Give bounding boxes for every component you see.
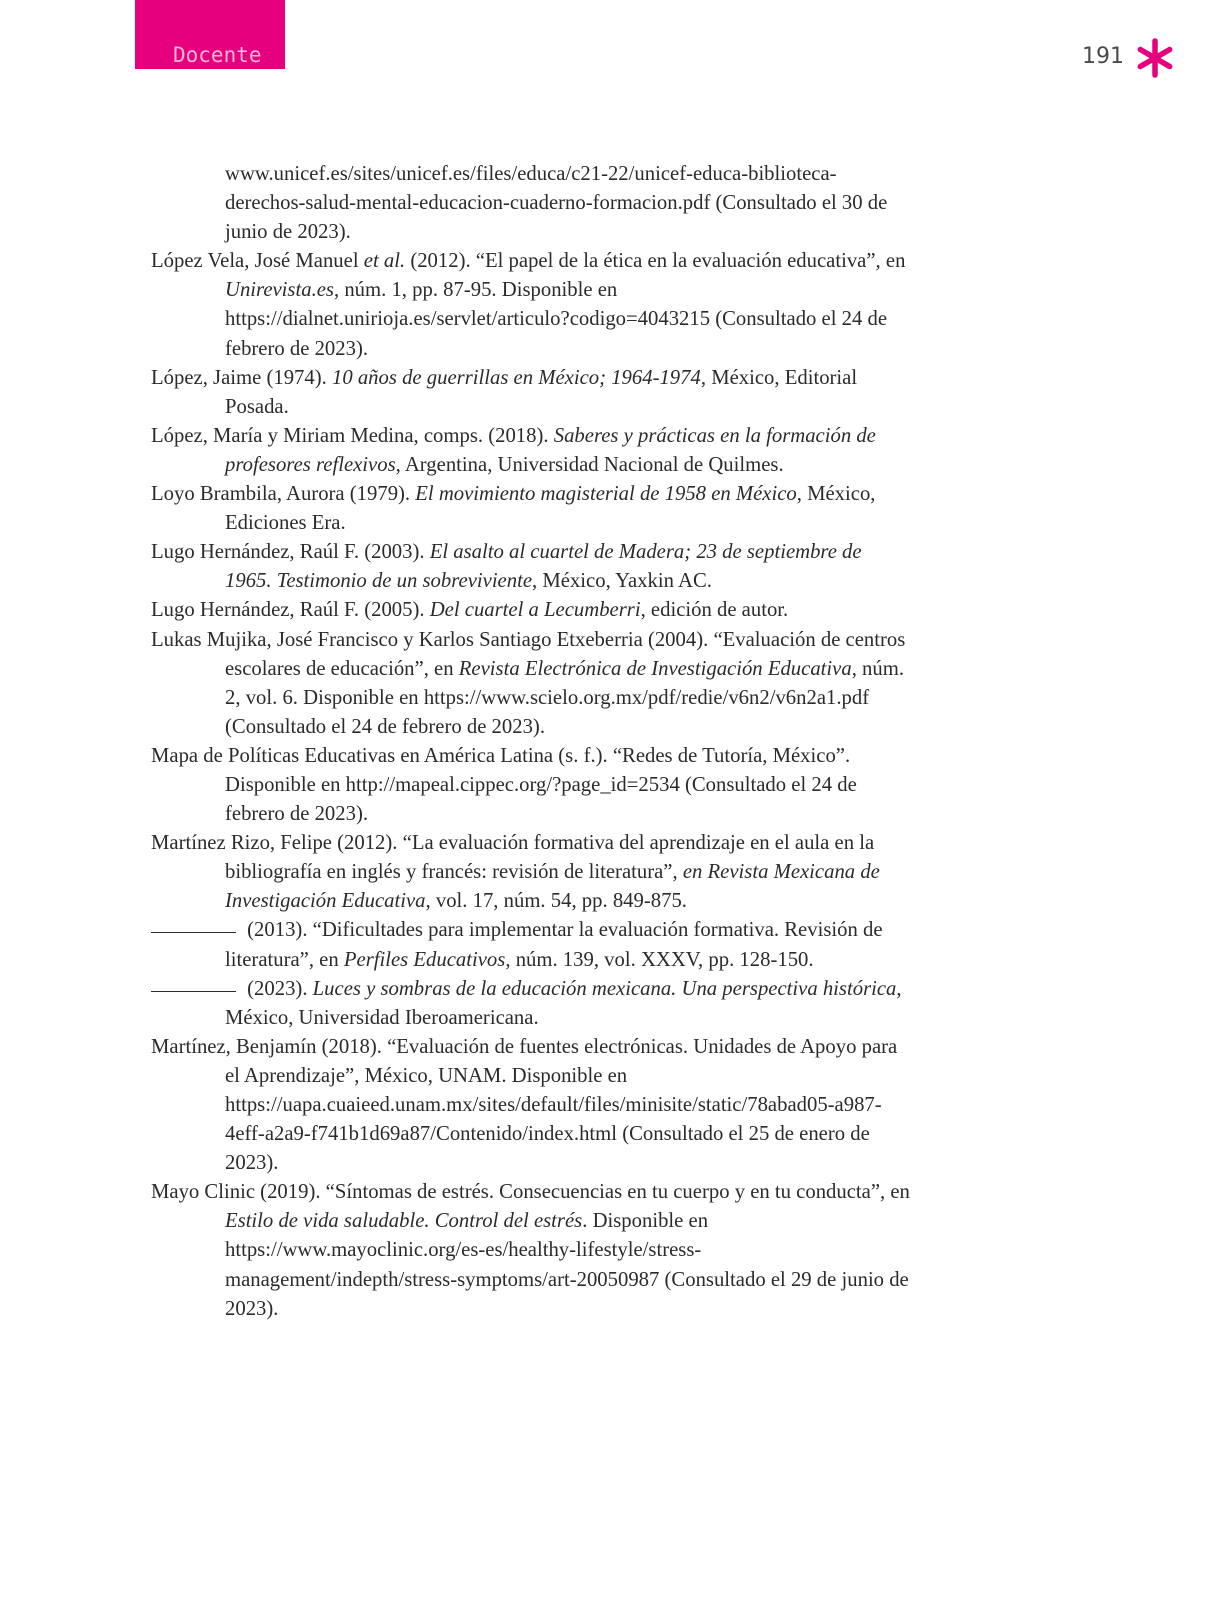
reference-title: Luces y sombras de la educación mexicana. Una perspectiva histórica [312, 977, 897, 1000]
reference-title: Saberes y prácticas en la formación de profesores reflexivos [225, 424, 876, 476]
reference-entry [151, 160, 911, 247]
bibliography-list [151, 160, 911, 1324]
reference-text: , núm. 2, vol. 6. Disponible en https://www.scielo.org.mx/pdf/redie/v6n2/v6n2a1.pdf (Consultado el 24 de febrero de 2023). [225, 657, 904, 738]
reference-entry [151, 480, 911, 538]
reference-entry [151, 247, 911, 363]
reference-title: Unirevista.es [225, 279, 334, 302]
reference-title: Del cuartel a Lecumberri [429, 599, 641, 622]
reference-text: Martínez Rizo, Felipe (2012). “La evaluación formativa del aprendizaje en el aula en la bibliografía en inglés y francés: revisión de literatura”, [151, 832, 875, 884]
reference-text: Mayo Clinic (2019). “Síntomas de estrés. Consecuencias en tu cuerpo y en tu conducta”, en [151, 1181, 910, 1204]
reference-title: Estilo de vida saludable. Control del estrés [225, 1210, 583, 1233]
reference-text: , núm. 139, vol. XXXV, pp. 128-150. [505, 948, 814, 971]
reference-text: Mapa de Políticas Educativas en América Latina (s. f.). “Redes de Tutoría, México”. Disponible en http://mapeal.cippec.org/?page_id=2534 (Consultado el 24 de febrero de 2023). [151, 744, 857, 826]
reference-text: (2023). [242, 977, 313, 1000]
reference-text: www.unicef.es/sites/unicef.es/files/educa/c21-22/unicef-educa-biblioteca-derechos-salud-mental-educacion-cuaderno-formacion.pdf (Consultado el 30 de junio de 2023). [225, 163, 888, 244]
reference-text: , México, Yaxkin AC. [532, 570, 712, 593]
reference-title: Perfiles Educativos [343, 948, 506, 971]
reference-text: , Argentina, Universidad Nacional de Quilmes. [395, 453, 784, 476]
reference-entry [151, 829, 911, 916]
reference-title: et al. [363, 250, 406, 273]
reference-text: , vol. 17, núm. 54, pp. 849-875. [425, 890, 687, 913]
reference-text: , edición de autor. [640, 599, 789, 622]
reference-title: El movimiento magisterial de 1958 en México [415, 483, 797, 506]
reference-text: . Disponible en https://www.mayoclinic.org/es-es/healthy-lifestyle/stress-management/indepth/stress-symptoms/art-20050987 (Consultado el 29 de junio de 2023). [225, 1210, 909, 1320]
reference-text: Lugo Hernández, Raúl F. (2003). [151, 541, 430, 564]
reference-text: (2013). “Dificultades para implementar la evaluación formativa. Revisión de literatura”, en [225, 919, 883, 971]
reference-text: López, Jaime (1974). [151, 366, 332, 389]
reference-text: Martínez, Benjamín (2018). “Evaluación de fuentes electrónicas. Unidades de Apoyo para el Aprendizaje”, México, UNAM. Disponible en https://uapa.cuaieed.unam.mx/sites/default/files/minisite/static/78abad05-a987-4eff-a2a9-f741b1d69a87/Contenido/index.html (Consultado el 25 de enero de 2023). [151, 1035, 898, 1175]
reference-entry [151, 1033, 911, 1178]
reference-text: López Vela, José Manuel [151, 250, 364, 273]
reference-entry [151, 975, 911, 1033]
reference-entry [151, 364, 911, 422]
reference-entry [151, 626, 911, 742]
reference-text: Lugo Hernández, Raúl F. (2005). [151, 599, 430, 622]
reference-text: , México, Editorial Posada. [225, 366, 858, 418]
ditto-rule [151, 991, 236, 992]
reference-title: 10 años de guerrillas en México; 1964-1974 [331, 366, 701, 389]
reference-text: , núm. 1, pp. 87-95. Disponible en https://dialnet.unirioja.es/servlet/articulo?codigo=4043215 (Consultado el 24 de febrero de 2023). [225, 279, 888, 360]
page-number: 191 [1082, 44, 1124, 69]
reference-entry [151, 1178, 911, 1323]
section-label: Docente [173, 43, 262, 67]
asterisk-icon [1135, 38, 1175, 78]
reference-entry [151, 422, 911, 480]
section-tab [135, 0, 285, 69]
reference-text: , México, Ediciones Era. [225, 483, 876, 535]
reference-title: en Revista Mexicana de Investigación Educativa [225, 861, 880, 913]
reference-entry [151, 916, 911, 974]
reference-title: Revista Electrónica de Investigación Educativa [458, 657, 852, 680]
reference-entry [151, 538, 911, 596]
reference-text: López, María y Miriam Medina, comps. (2018). [151, 424, 554, 447]
ditto-rule [151, 932, 236, 933]
reference-text: Loyo Brambila, Aurora (1979). [151, 483, 416, 506]
reference-text: Lukas Mujika, José Francisco y Karlos Santiago Etxeberria (2004). “Evaluación de centros escolares de educación”, en [151, 628, 906, 680]
reference-entry [151, 742, 911, 829]
reference-text: , México, Universidad Iberoamericana. [225, 977, 902, 1029]
reference-entry [151, 596, 911, 625]
reference-text: (2012). “El papel de la ética en la evaluación educativa”, en [405, 250, 906, 273]
reference-title: El asalto al cuartel de Madera; 23 de septiembre de 1965. Testimonio de un sobreviviente [225, 541, 862, 593]
